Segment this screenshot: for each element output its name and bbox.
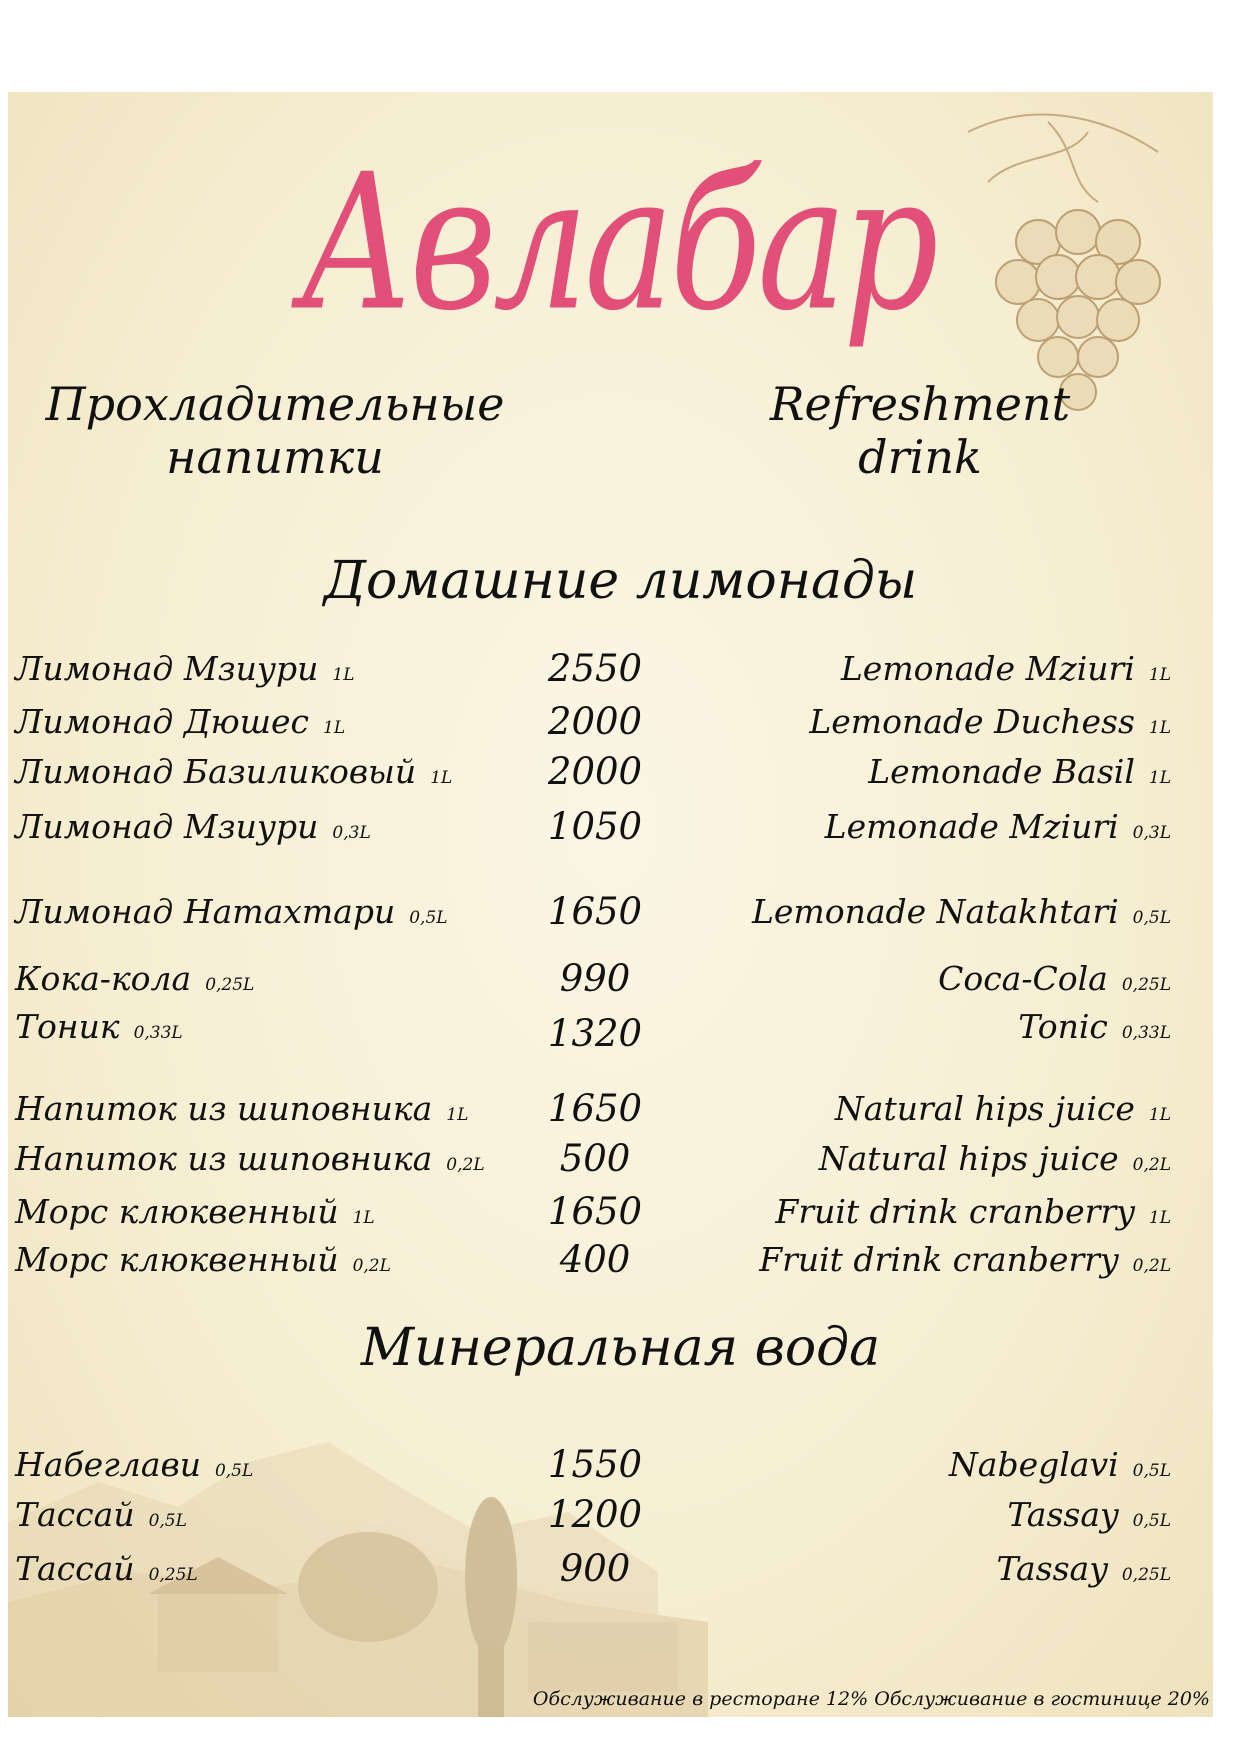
menu-item-name-ru: Лимонад Базиликовый 1L [15,752,453,791]
menu-item-name-en: Fruit drink cranberry 1L [775,1192,1171,1231]
menu-item-name-en: Lemonade Duchess 1L [809,702,1171,741]
menu-item-name-en: Tassay 0,5L [1007,1495,1171,1534]
menu-item-name-ru: Морс клюквенный 0,2L [15,1240,391,1279]
menu-item-name-ru: Напиток из шиповника 1L [15,1089,469,1128]
volume-label: 1L [1148,718,1171,738]
volume-label: 0,5L [1132,1511,1171,1531]
menu-item-name-en: Nabeglavi 0,5L [948,1445,1171,1484]
menu-item-price: 1550 [547,1443,643,1486]
menu-item-price: 1050 [547,805,643,848]
volume-label: 0,5L [409,908,448,928]
menu-item-name-ru: Морс клюквенный 1L [15,1192,375,1231]
volume-label: 0,2L [1132,1155,1171,1175]
menu-item-name-ru: Тассай 0,5L [15,1495,187,1534]
menu-item-name-en: Natural hips juice 0,2L [818,1139,1171,1178]
menu-item-price: 500 [559,1137,631,1180]
volume-label: 0,5L [1132,908,1171,928]
menu-item-name-ru: Лимонад Натахтари 0,5L [15,892,448,931]
menu-item-name-en: Tassay 0,25L [996,1549,1171,1588]
volume-label: 1L [1148,665,1171,685]
volume-label: 1L [1148,1105,1171,1125]
volume-label: 1L [1148,1208,1171,1228]
volume-label: 0,33L [1121,1023,1171,1043]
section-title-lemonades: Домашние лимонады [323,551,918,611]
volume-label: 0,5L [148,1511,187,1531]
menu-item-name-ru: Лимонад Дюшес 1L [15,702,346,741]
menu-item-price: 900 [559,1547,631,1590]
volume-label: 1L [1148,768,1171,788]
volume-label: 1L [430,768,453,788]
menu-item-name-ru: Кока-кола 0,25L [15,959,255,998]
menu-item-name-en: Coca-Cola 0,25L [938,959,1171,998]
menu-item-price: 1320 [547,1012,643,1055]
menu-item-name-en: Fruit drink cranberry 0,2L [759,1240,1171,1279]
menu-item-name-ru: Набеглави 0,5L [15,1445,254,1484]
menu-item-price: 1650 [547,1087,643,1130]
village-landscape-illustration [8,1372,1213,1717]
menu-item-name-en: Lemonade Mziuri 1L [840,649,1171,688]
volume-label: 0,25L [205,975,255,995]
volume-label: 0,33L [133,1023,183,1043]
menu-item-price: 1200 [547,1493,643,1536]
volume-label: 0,3L [332,823,371,843]
volume-label: 0,2L [1132,1256,1171,1276]
menu-item-price: 1650 [547,1190,643,1233]
menu-item-price: 2550 [547,647,643,690]
menu-item-name-ru: Тассай 0,25L [15,1549,198,1588]
section-title-mineral-water: Минеральная вода [360,1318,881,1378]
header-title-en: Refreshment drink [769,377,1071,484]
volume-label: 1L [446,1105,469,1125]
volume-label: 0,25L [1121,975,1171,995]
volume-label: 0,2L [446,1155,485,1175]
menu-item-price: 400 [559,1238,631,1281]
menu-item-name-ru: Лимонад Мзиури 0,3L [15,807,371,846]
volume-label: 1L [352,1208,375,1228]
volume-label: 0,3L [1132,823,1171,843]
volume-label: 1L [332,665,355,685]
volume-label: 1L [323,718,346,738]
menu-item-name-ru: Тоник 0,33L [15,1007,183,1046]
volume-label: 0,25L [148,1565,198,1585]
menu-item-price: 2000 [547,700,643,743]
menu-item-name-en: Lemonade Mziuri 0,3L [824,807,1171,846]
menu-item-name-ru: Напиток из шиповника 0,2L [15,1139,485,1178]
volume-label: 0,5L [214,1461,254,1481]
restaurant-logo: Авлабар [300,135,935,353]
service-charge-note: Обслуживание в ресторане 12% Обслуживание в гостинице 20% [532,1688,1210,1710]
menu-item-name-ru: Лимонад Мзиури 1L [15,649,355,688]
menu-item-price: 2000 [547,750,643,793]
volume-label: 0,5L [1132,1461,1171,1481]
menu-item-name-en: Lemonade Natakhtari 0,5L [751,892,1171,931]
menu-item-price: 1650 [547,890,643,933]
menu-item-name-en: Natural hips juice 1L [834,1089,1171,1128]
volume-label: 0,25L [1121,1565,1171,1585]
menu-item-price: 990 [559,957,631,1000]
volume-label: 0,2L [352,1256,391,1276]
menu-item-name-en: Tonic 0,33L [1018,1007,1171,1046]
menu-item-name-en: Lemonade Basil 1L [868,752,1171,791]
header-title-ru: Прохладительные напитки [45,377,505,484]
